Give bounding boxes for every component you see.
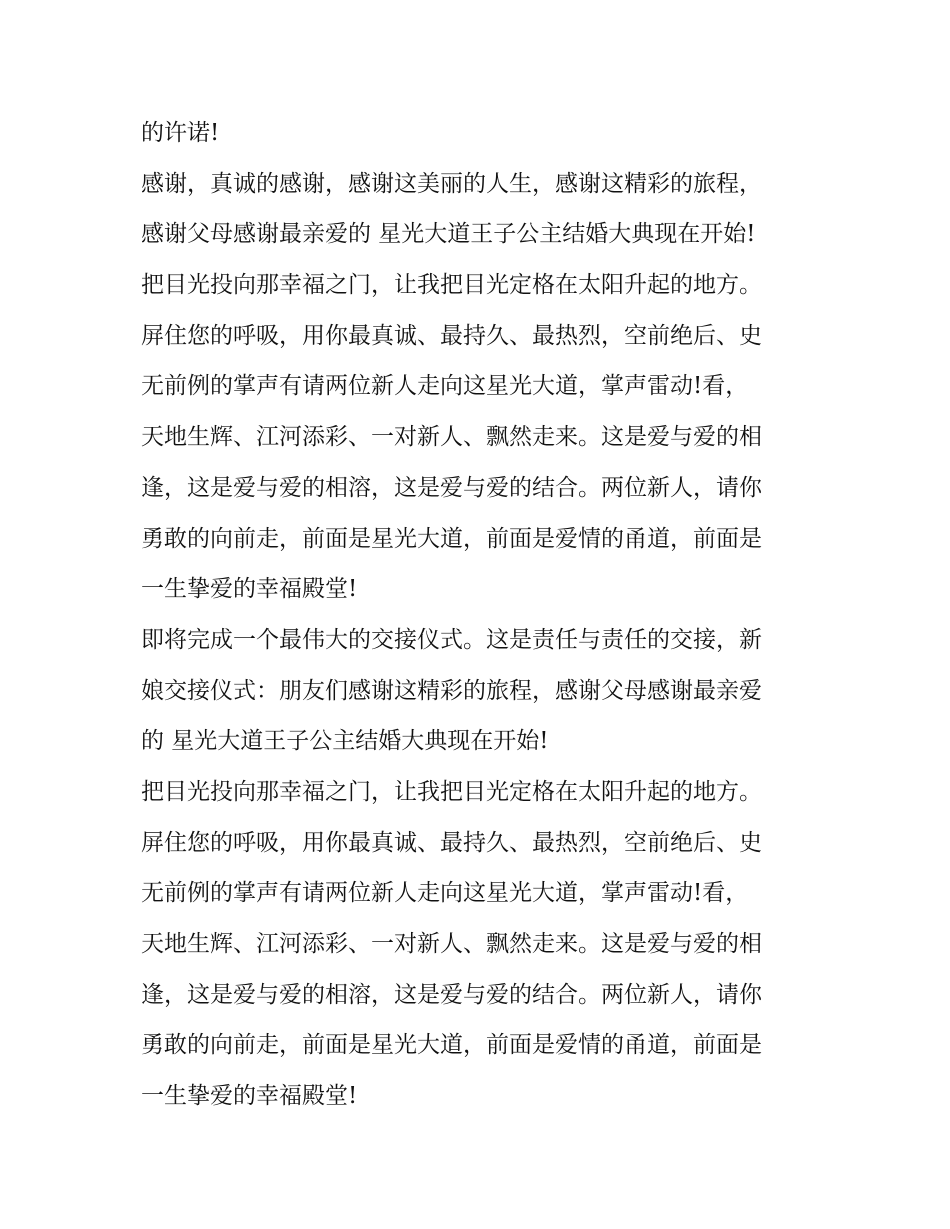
text-line: 天地生辉、江河添彩、一对新人、飘然走来。这是爱与爱的相 xyxy=(141,424,762,451)
text-line: 屏住您的呼吸，用你最真诚、最持久、最热烈，空前绝后、史 xyxy=(141,322,762,349)
text-line: 即将完成一个最伟大的交接仪式。这是责任与责任的交接，新 xyxy=(141,626,762,653)
text-line: 的 星光大道王子公主结婚大典现在开始! xyxy=(141,728,549,755)
text-line: 一生挚爱的幸福殿堂! xyxy=(141,576,358,603)
text-line: 屏住您的呼吸，用你最真诚、最持久、最热烈，空前绝后、史 xyxy=(141,829,762,856)
text-line: 的许诺! xyxy=(141,120,220,146)
text-line: 娘交接仪式：朋友们感谢这精彩的旅程，感谢父母感谢最亲爱 xyxy=(141,677,762,704)
text-line: 把目光投向那幸福之门，让我把目光定格在太阳升起的地方。 xyxy=(141,272,762,299)
text-line: 感谢，真诚的感谢，感谢这美丽的人生，感谢这精彩的旅程， xyxy=(141,170,762,197)
text-line: 天地生辉、江河添彩、一对新人、飘然走来。这是爱与爱的相 xyxy=(141,931,762,957)
text-line: 感谢父母感谢最亲爱的 星光大道王子公主结婚大典现在开始! xyxy=(141,221,756,248)
text-line: 无前例的掌声有请两位新人走向这星光大道，掌声雷动!看， xyxy=(141,880,749,907)
text-line: 逢，这是爱与爱的相溶，这是爱与爱的结合。两位新人，请你 xyxy=(141,474,762,501)
text-line: 勇敢的向前走，前面是星光大道，前面是爱情的甬道，前面是 xyxy=(141,1032,762,1059)
text-line: 把目光投向那幸福之门，让我把目光定格在太阳升起的地方。 xyxy=(141,778,762,805)
document-body xyxy=(141,108,821,1122)
text-line: 勇敢的向前走，前面是星光大道，前面是爱情的甬道，前面是 xyxy=(141,525,762,552)
text-line: 无前例的掌声有请两位新人走向这星光大道，掌声雷动!看， xyxy=(141,373,749,400)
text-line: 逢，这是爱与爱的相溶，这是爱与爱的结合。两位新人，请你 xyxy=(141,981,762,1008)
text-line: 一生挚爱的幸福殿堂! xyxy=(141,1083,358,1110)
